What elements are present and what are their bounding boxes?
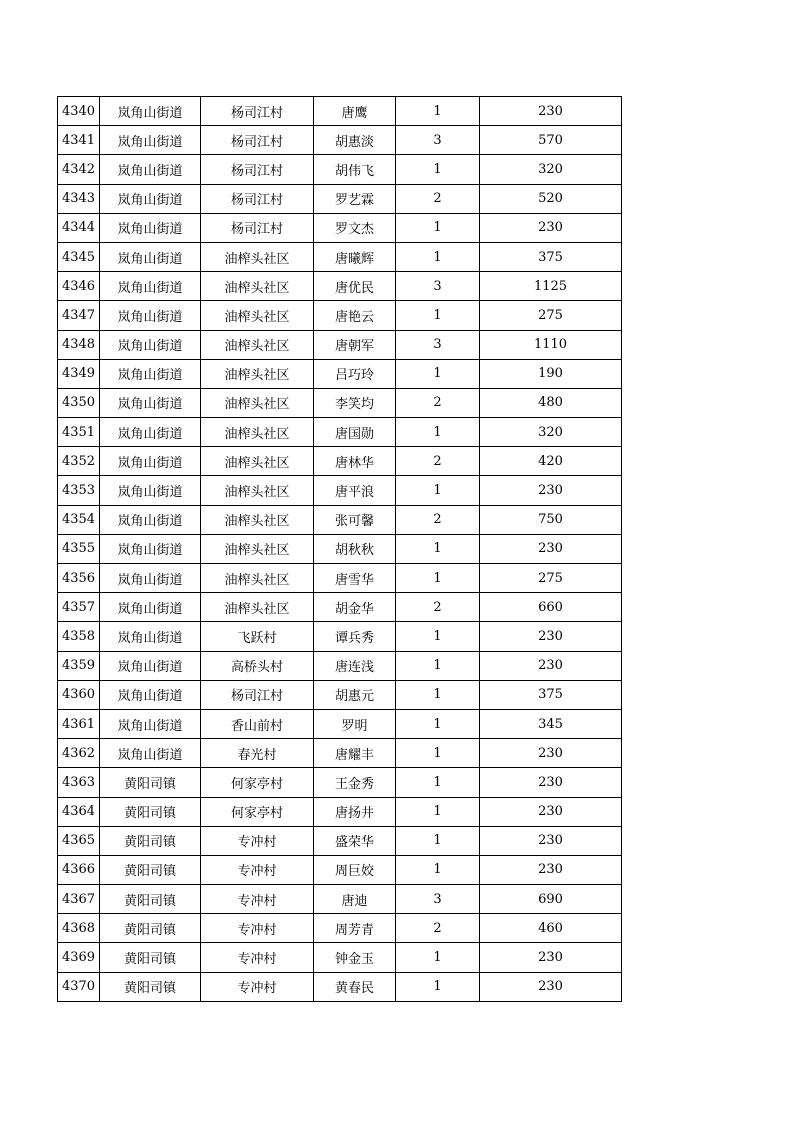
row-number-cell: 4359	[58, 651, 100, 680]
street-cell: 岚角山街道	[100, 359, 201, 388]
street-cell: 黄阳司镇	[100, 885, 201, 914]
household-count-cell: 1	[396, 359, 480, 388]
row-number-cell: 4368	[58, 914, 100, 943]
table-row	[58, 359, 622, 388]
row-number-cell: 4354	[58, 505, 100, 534]
street-cell: 岚角山街道	[100, 622, 201, 651]
name-cell: 唐平浪	[314, 476, 396, 505]
village-cell: 专冲村	[201, 943, 314, 972]
name-cell: 李笑均	[314, 388, 396, 417]
street-cell: 岚角山街道	[100, 739, 201, 768]
name-cell: 张可馨	[314, 505, 396, 534]
table-row	[58, 564, 622, 593]
amount-cell: 420	[480, 447, 622, 476]
name-cell: 周巨姣	[314, 855, 396, 884]
street-cell: 岚角山街道	[100, 680, 201, 709]
street-cell: 岚角山街道	[100, 126, 201, 155]
row-number-cell: 4364	[58, 797, 100, 826]
table-row	[58, 447, 622, 476]
table-row	[58, 593, 622, 622]
row-number-cell: 4355	[58, 534, 100, 563]
amount-cell: 230	[480, 476, 622, 505]
name-cell: 罗艺霖	[314, 184, 396, 213]
name-cell: 罗文杰	[314, 213, 396, 242]
table-row	[58, 534, 622, 563]
village-cell: 油榨头社区	[201, 330, 314, 359]
village-cell: 油榨头社区	[201, 564, 314, 593]
name-cell: 唐鹰	[314, 97, 396, 126]
street-cell: 岚角山街道	[100, 476, 201, 505]
row-number-cell: 4349	[58, 359, 100, 388]
amount-cell: 460	[480, 914, 622, 943]
name-cell: 唐耀丰	[314, 739, 396, 768]
street-cell: 岚角山街道	[100, 534, 201, 563]
street-cell: 黄阳司镇	[100, 826, 201, 855]
row-number-cell: 4369	[58, 943, 100, 972]
amount-cell: 520	[480, 184, 622, 213]
village-cell: 油榨头社区	[201, 476, 314, 505]
name-cell: 盛荣华	[314, 826, 396, 855]
row-number-cell: 4352	[58, 447, 100, 476]
street-cell: 岚角山街道	[100, 505, 201, 534]
row-number-cell: 4356	[58, 564, 100, 593]
amount-cell: 570	[480, 126, 622, 155]
table-row	[58, 943, 622, 972]
name-cell: 唐雪华	[314, 564, 396, 593]
street-cell: 黄阳司镇	[100, 855, 201, 884]
village-cell: 专冲村	[201, 826, 314, 855]
amount-cell: 230	[480, 534, 622, 563]
amount-cell: 230	[480, 213, 622, 242]
table-row	[58, 155, 622, 184]
village-cell: 杨司江村	[201, 97, 314, 126]
village-cell: 油榨头社区	[201, 301, 314, 330]
amount-cell: 1110	[480, 330, 622, 359]
table-row	[58, 213, 622, 242]
table-row	[58, 505, 622, 534]
amount-cell: 230	[480, 97, 622, 126]
village-cell: 杨司江村	[201, 213, 314, 242]
village-cell: 专冲村	[201, 914, 314, 943]
table-row	[58, 855, 622, 884]
street-cell: 岚角山街道	[100, 272, 201, 301]
table-row	[58, 797, 622, 826]
amount-cell: 1125	[480, 272, 622, 301]
name-cell: 唐林华	[314, 447, 396, 476]
name-cell: 钟金玉	[314, 943, 396, 972]
household-count-cell: 1	[396, 943, 480, 972]
village-cell: 油榨头社区	[201, 418, 314, 447]
name-cell: 王金秀	[314, 768, 396, 797]
row-number-cell: 4348	[58, 330, 100, 359]
street-cell: 岚角山街道	[100, 301, 201, 330]
household-count-cell: 2	[396, 505, 480, 534]
table-row	[58, 768, 622, 797]
name-cell: 罗明	[314, 709, 396, 738]
table-row	[58, 622, 622, 651]
village-cell: 杨司江村	[201, 155, 314, 184]
row-number-cell: 4362	[58, 739, 100, 768]
household-count-cell: 1	[396, 855, 480, 884]
street-cell: 岚角山街道	[100, 709, 201, 738]
household-count-cell: 1	[396, 534, 480, 563]
amount-cell: 230	[480, 739, 622, 768]
name-cell: 胡惠元	[314, 680, 396, 709]
village-cell: 油榨头社区	[201, 388, 314, 417]
street-cell: 黄阳司镇	[100, 943, 201, 972]
household-count-cell: 1	[396, 709, 480, 738]
table-row	[58, 184, 622, 213]
amount-cell: 230	[480, 651, 622, 680]
village-cell: 春光村	[201, 739, 314, 768]
household-count-cell: 2	[396, 593, 480, 622]
row-number-cell: 4361	[58, 709, 100, 738]
row-number-cell: 4347	[58, 301, 100, 330]
village-cell: 何家亭村	[201, 797, 314, 826]
row-number-cell: 4358	[58, 622, 100, 651]
name-cell: 周芳青	[314, 914, 396, 943]
row-number-cell: 4363	[58, 768, 100, 797]
village-cell: 油榨头社区	[201, 593, 314, 622]
amount-cell: 230	[480, 768, 622, 797]
household-count-cell: 2	[396, 184, 480, 213]
household-count-cell: 1	[396, 418, 480, 447]
row-number-cell: 4351	[58, 418, 100, 447]
amount-cell: 660	[480, 593, 622, 622]
household-count-cell: 1	[396, 564, 480, 593]
table-row	[58, 885, 622, 914]
village-cell: 高桥头村	[201, 651, 314, 680]
table-row	[58, 476, 622, 505]
amount-cell: 190	[480, 359, 622, 388]
amount-cell: 230	[480, 855, 622, 884]
name-cell: 胡金华	[314, 593, 396, 622]
roster-table	[57, 96, 622, 1002]
village-cell: 油榨头社区	[201, 505, 314, 534]
household-count-cell: 1	[396, 155, 480, 184]
row-number-cell: 4344	[58, 213, 100, 242]
village-cell: 油榨头社区	[201, 534, 314, 563]
street-cell: 岚角山街道	[100, 447, 201, 476]
name-cell: 谭兵秀	[314, 622, 396, 651]
street-cell: 岚角山街道	[100, 242, 201, 271]
household-count-cell: 3	[396, 272, 480, 301]
table-row	[58, 330, 622, 359]
amount-cell: 750	[480, 505, 622, 534]
table-row	[58, 97, 622, 126]
village-cell: 杨司江村	[201, 126, 314, 155]
household-count-cell: 1	[396, 972, 480, 1001]
street-cell: 岚角山街道	[100, 388, 201, 417]
village-cell: 杨司江村	[201, 680, 314, 709]
household-count-cell: 1	[396, 826, 480, 855]
row-number-cell: 4357	[58, 593, 100, 622]
name-cell: 唐迪	[314, 885, 396, 914]
household-count-cell: 1	[396, 476, 480, 505]
village-cell: 油榨头社区	[201, 272, 314, 301]
amount-cell: 345	[480, 709, 622, 738]
name-cell: 唐朝军	[314, 330, 396, 359]
amount-cell: 275	[480, 301, 622, 330]
street-cell: 岚角山街道	[100, 593, 201, 622]
household-count-cell: 1	[396, 301, 480, 330]
roster-table-body	[58, 97, 622, 1002]
table-row	[58, 651, 622, 680]
street-cell: 黄阳司镇	[100, 797, 201, 826]
amount-cell: 320	[480, 418, 622, 447]
row-number-cell: 4343	[58, 184, 100, 213]
street-cell: 岚角山街道	[100, 184, 201, 213]
name-cell: 唐优民	[314, 272, 396, 301]
name-cell: 唐曦辉	[314, 242, 396, 271]
table-row	[58, 126, 622, 155]
table-row	[58, 418, 622, 447]
village-cell: 油榨头社区	[201, 359, 314, 388]
household-count-cell: 2	[396, 388, 480, 417]
household-count-cell: 2	[396, 447, 480, 476]
table-row	[58, 301, 622, 330]
name-cell: 胡秋秋	[314, 534, 396, 563]
name-cell: 胡惠淡	[314, 126, 396, 155]
row-number-cell: 4341	[58, 126, 100, 155]
table-row	[58, 914, 622, 943]
row-number-cell: 4345	[58, 242, 100, 271]
row-number-cell: 4342	[58, 155, 100, 184]
name-cell: 唐扬井	[314, 797, 396, 826]
village-cell: 油榨头社区	[201, 242, 314, 271]
row-number-cell: 4353	[58, 476, 100, 505]
village-cell: 杨司江村	[201, 184, 314, 213]
village-cell: 专冲村	[201, 885, 314, 914]
village-cell: 飞跃村	[201, 622, 314, 651]
amount-cell: 375	[480, 680, 622, 709]
street-cell: 岚角山街道	[100, 213, 201, 242]
table-row	[58, 739, 622, 768]
table-row	[58, 709, 622, 738]
name-cell: 唐国勋	[314, 418, 396, 447]
row-number-cell: 4340	[58, 97, 100, 126]
street-cell: 岚角山街道	[100, 330, 201, 359]
street-cell: 岚角山街道	[100, 564, 201, 593]
village-cell: 何家亭村	[201, 768, 314, 797]
amount-cell: 320	[480, 155, 622, 184]
household-count-cell: 1	[396, 242, 480, 271]
name-cell: 唐连浅	[314, 651, 396, 680]
amount-cell: 230	[480, 622, 622, 651]
table-row	[58, 272, 622, 301]
table-row	[58, 972, 622, 1001]
row-number-cell: 4360	[58, 680, 100, 709]
street-cell: 岚角山街道	[100, 97, 201, 126]
household-count-cell: 1	[396, 213, 480, 242]
street-cell: 岚角山街道	[100, 651, 201, 680]
name-cell: 胡伟飞	[314, 155, 396, 184]
household-count-cell: 1	[396, 622, 480, 651]
name-cell: 黄春民	[314, 972, 396, 1001]
name-cell: 吕巧玲	[314, 359, 396, 388]
row-number-cell: 4367	[58, 885, 100, 914]
household-count-cell: 3	[396, 126, 480, 155]
name-cell: 唐艳云	[314, 301, 396, 330]
amount-cell: 230	[480, 943, 622, 972]
village-cell: 专冲村	[201, 972, 314, 1001]
household-count-cell: 1	[396, 797, 480, 826]
household-count-cell: 3	[396, 330, 480, 359]
street-cell: 岚角山街道	[100, 155, 201, 184]
row-number-cell: 4370	[58, 972, 100, 1001]
row-number-cell: 4350	[58, 388, 100, 417]
street-cell: 黄阳司镇	[100, 972, 201, 1001]
village-cell: 香山前村	[201, 709, 314, 738]
row-number-cell: 4346	[58, 272, 100, 301]
amount-cell: 690	[480, 885, 622, 914]
row-number-cell: 4365	[58, 826, 100, 855]
amount-cell: 230	[480, 797, 622, 826]
village-cell: 专冲村	[201, 855, 314, 884]
household-count-cell: 2	[396, 914, 480, 943]
household-count-cell: 1	[396, 97, 480, 126]
household-count-cell: 1	[396, 739, 480, 768]
household-count-cell: 3	[396, 885, 480, 914]
amount-cell: 375	[480, 242, 622, 271]
household-count-cell: 1	[396, 680, 480, 709]
street-cell: 黄阳司镇	[100, 768, 201, 797]
amount-cell: 230	[480, 826, 622, 855]
table-row	[58, 680, 622, 709]
table-row	[58, 388, 622, 417]
household-count-cell: 1	[396, 651, 480, 680]
amount-cell: 275	[480, 564, 622, 593]
street-cell: 黄阳司镇	[100, 914, 201, 943]
amount-cell: 480	[480, 388, 622, 417]
village-cell: 油榨头社区	[201, 447, 314, 476]
row-number-cell: 4366	[58, 855, 100, 884]
household-count-cell: 1	[396, 768, 480, 797]
amount-cell: 230	[480, 972, 622, 1001]
table-row	[58, 826, 622, 855]
street-cell: 岚角山街道	[100, 418, 201, 447]
table-row	[58, 242, 622, 271]
